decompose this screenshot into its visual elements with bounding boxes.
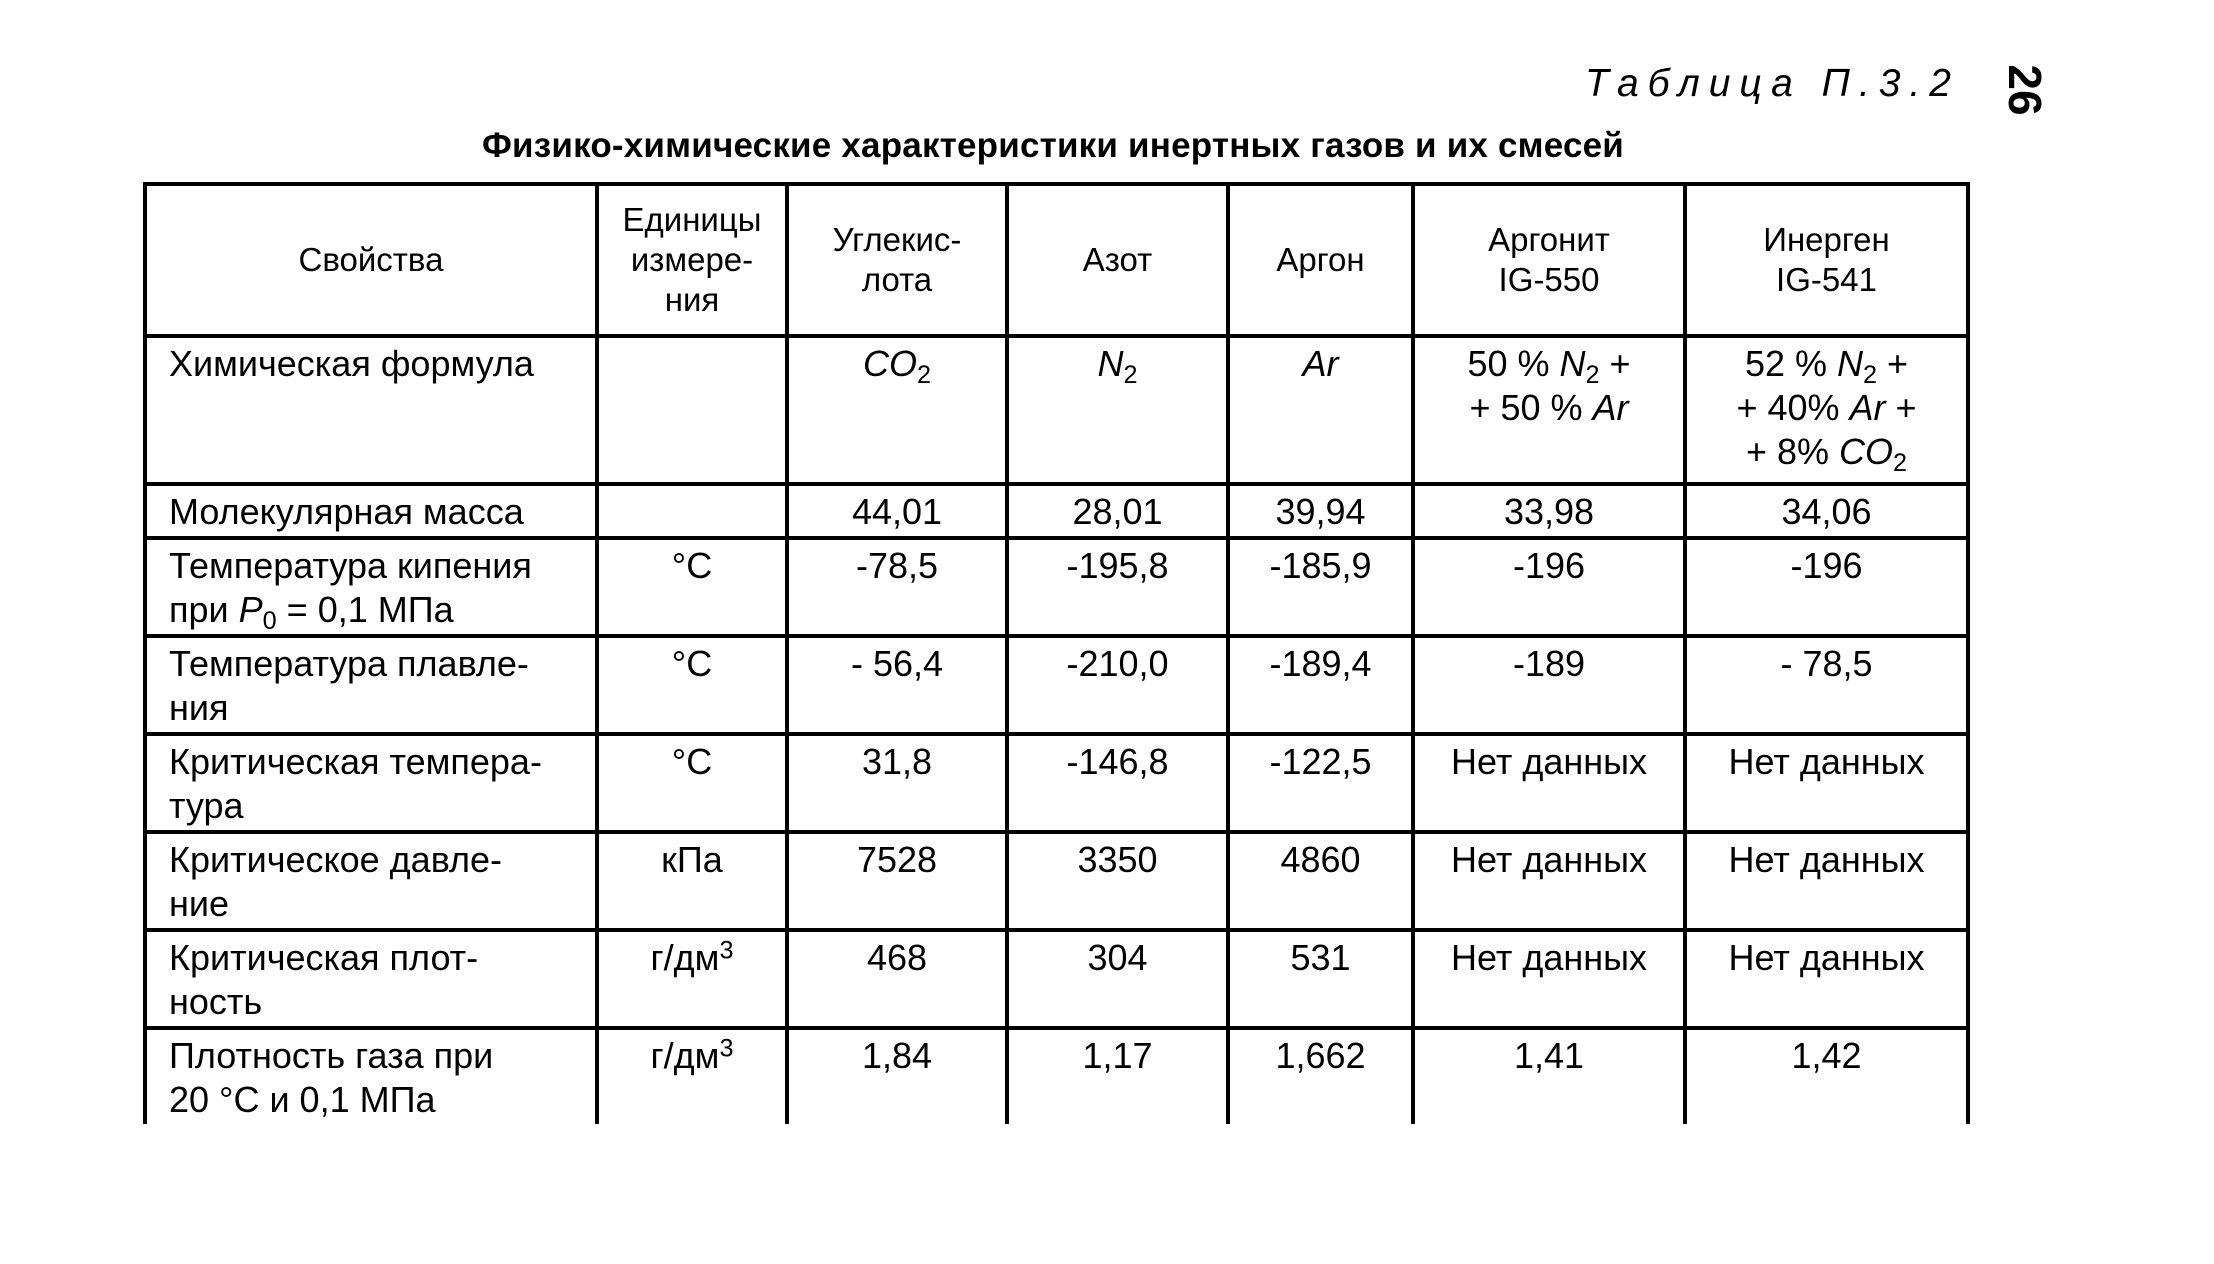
cell-unit: кПа — [597, 832, 787, 930]
header-ig541: Инерген IG-541 — [1685, 184, 1968, 336]
properties-table — [143, 182, 1970, 1124]
table-row-gas-density — [145, 1028, 1968, 1124]
cell-label: Критическая темпера- тура — [145, 734, 597, 832]
cell-unit — [597, 484, 787, 538]
table-row-formula — [145, 336, 1968, 484]
table-row-melting-point — [145, 636, 1968, 734]
cell-value: 1,662 — [1228, 1028, 1413, 1124]
cell-label: Химическая формула — [145, 336, 597, 484]
cell-value: -146,8 — [1007, 734, 1228, 832]
cell-value: Нет данных — [1685, 930, 1968, 1028]
cell-label: Температура плавле- ния — [145, 636, 597, 734]
cell-value: 28,01 — [1007, 484, 1228, 538]
cell-unit: °C — [597, 636, 787, 734]
cell-value: -78,5 — [787, 538, 1007, 636]
cell-label: Критическая плот- ность — [145, 930, 597, 1028]
cell-label: Плотность газа при 20 °C и 0,1 МПа — [145, 1028, 597, 1124]
cell-value: 44,01 — [787, 484, 1007, 538]
header-co2: Углекис- лота — [787, 184, 1007, 336]
table-title: Физико-химические характеристики инертных газов и их смесей — [481, 126, 1625, 165]
cell-value: Нет данных — [1413, 734, 1685, 832]
cell-unit: °C — [597, 538, 787, 636]
cell-value: 468 — [787, 930, 1007, 1028]
cell-value: 1,17 — [1007, 1028, 1228, 1124]
table-row-molar-mass — [145, 484, 1968, 538]
cell-value: 33,98 — [1413, 484, 1685, 538]
cell-value: 31,8 — [787, 734, 1007, 832]
cell-value: 1,42 — [1685, 1028, 1968, 1124]
cell-label: Критическое давле- ние — [145, 832, 597, 930]
cell-label: Температура кипения при $P_0 = 0,1$ МПа — [145, 538, 597, 636]
cell-value: -210,0 — [1007, 636, 1228, 734]
cell-value: 3350 — [1007, 832, 1228, 930]
header-ig550: Аргонит IG-550 — [1413, 184, 1685, 336]
table-caption: Таблица П.3.2 — [1585, 62, 1960, 105]
cell-value: 531 — [1228, 930, 1413, 1028]
cell-value: -189 — [1413, 636, 1685, 734]
cell-value: 50 % $N_2$ + + 50 % Ar — [1413, 336, 1685, 484]
cell-value: 304 — [1007, 930, 1228, 1028]
table-row-critical-density — [145, 930, 1968, 1028]
cell-value: Нет данных — [1413, 930, 1685, 1028]
cell-value: 39,94 — [1228, 484, 1413, 538]
cell-value: -195,8 — [1007, 538, 1228, 636]
cell-value: -196 — [1413, 538, 1685, 636]
cell-value: 52 % $N_2$ + + 40% Ar + + 8% $CO_2$ — [1685, 336, 1968, 484]
table-row-critical-pressure — [145, 832, 1968, 930]
cell-label: Молекулярная масса — [145, 484, 597, 538]
header-n2: Азот — [1007, 184, 1228, 336]
cell-value: -189,4 — [1228, 636, 1413, 734]
cell-value: 1,41 — [1413, 1028, 1685, 1124]
cell-value: Нет данных — [1685, 832, 1968, 930]
cell-unit: °C — [597, 734, 787, 832]
cell-unit: $г/дм^3$ — [597, 1028, 787, 1124]
page-number: 26 — [1999, 64, 2051, 116]
cell-value: Нет данных — [1685, 734, 1968, 832]
cell-value: -196 — [1685, 538, 1968, 636]
table-row-boiling-point — [145, 538, 1968, 636]
cell-value: $CO_2$ — [787, 336, 1007, 484]
cell-value: Нет данных — [1413, 832, 1685, 930]
cell-unit: $г/дм^3$ — [597, 930, 787, 1028]
header-property: Свойства — [145, 184, 597, 336]
cell-value: -185,9 — [1228, 538, 1413, 636]
table-row-critical-temperature — [145, 734, 1968, 832]
header-ar: Аргон — [1228, 184, 1413, 336]
cell-value: 4860 — [1228, 832, 1413, 930]
cell-value: - 56,4 — [787, 636, 1007, 734]
cell-value: 7528 — [787, 832, 1007, 930]
cell-unit — [597, 336, 787, 484]
cell-value: 1,84 — [787, 1028, 1007, 1124]
cell-value: $N_2$ — [1007, 336, 1228, 484]
header-unit: Единицы измере- ния — [597, 184, 787, 336]
cell-value: -122,5 — [1228, 734, 1413, 832]
cell-value: - 78,5 — [1685, 636, 1968, 734]
header-row — [145, 184, 1968, 336]
cell-value: 34,06 — [1685, 484, 1968, 538]
cell-value: Ar — [1228, 336, 1413, 484]
